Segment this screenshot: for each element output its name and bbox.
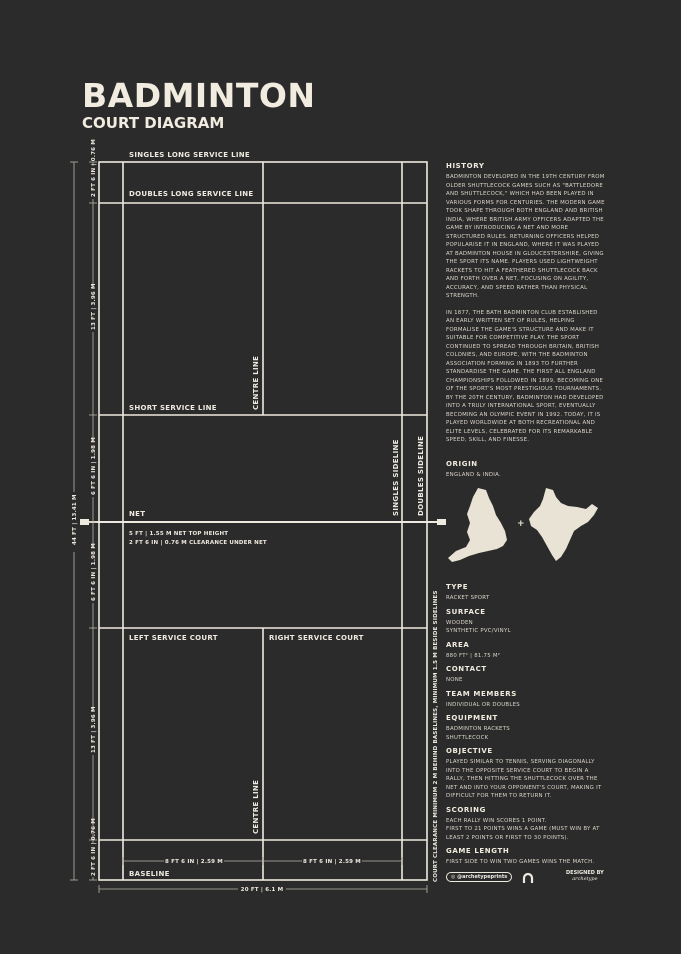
dim-short-top: 6 FT 6 IN | 1.98 M <box>91 437 97 495</box>
dim-total-width: 20 FT | 6.1 M <box>240 887 284 893</box>
label-right-service-court: RIGHT SERVICE COURT <box>269 634 364 642</box>
fact-area <box>446 641 606 661</box>
fact-heading: TEAM MEMBERS <box>446 689 517 698</box>
fact-heading: TYPE <box>446 583 469 591</box>
fact-objective <box>446 747 606 801</box>
label-short-service-line: SHORT SERVICE LINE <box>129 404 217 412</box>
net-post-left <box>80 519 89 525</box>
dim-service-top: 13 FT | 3.96 M <box>91 283 97 330</box>
fact-type <box>446 583 606 603</box>
fact-surface <box>446 608 606 636</box>
fact-heading: OBJECTIVE <box>446 747 493 755</box>
dim-back-gap-top: 2 FT 6 IN | 0.76 M <box>91 139 97 197</box>
origin-section <box>446 460 606 480</box>
england-map-icon <box>448 488 507 562</box>
fact-heading: GAME LENGTH <box>446 847 510 855</box>
fact-heading: AREA <box>446 640 470 649</box>
fact-line: FIRST TO 21 POINTS WINS A GAME (MUST WIN BY AT LEAST 2 POINTS OR FIRST TO 30 POINTS). <box>446 826 600 841</box>
poster-subtitle: COURT DIAGRAM <box>82 114 225 132</box>
fact-line: FIRST SIDE TO WIN TWO GAMES WINS THE MATCH. <box>446 859 595 865</box>
fact-line: BADMINTON RACKETS <box>446 726 510 732</box>
label-singles-sideline: SINGLES SIDELINE <box>392 439 400 516</box>
label-net-clearance: 2 FT 6 IN | 0.76 M CLEARANCE UNDER NET <box>129 540 267 546</box>
fact-equipment <box>446 714 606 742</box>
instagram-icon: ◎ <box>451 874 456 880</box>
history-heading: HISTORY <box>446 162 485 170</box>
label-baseline: BASELINE <box>129 870 170 878</box>
dim-short-bottom: 6 FT 6 IN | 1.98 M <box>91 543 97 601</box>
fact-line: SYNTHETIC PVC/VINYL <box>446 628 511 634</box>
label-doubles-sideline: DOUBLES SIDELINE <box>417 435 425 516</box>
dim-half-width-left: 8 FT 6 IN | 2.59 M <box>165 859 223 865</box>
designed-by-credit <box>566 870 604 882</box>
label-doubles-long-service-line: DOUBLES LONG SERVICE LINE <box>129 190 254 198</box>
india-map-icon <box>529 488 598 561</box>
fact-line: INDIVIDUAL OR DOUBLES <box>446 701 520 708</box>
label-net-height: 5 FT | 1.55 M NET TOP HEIGHT <box>129 531 229 537</box>
fact-scoring <box>446 806 606 843</box>
net <box>80 519 446 525</box>
archetype-logo-icon <box>522 869 534 881</box>
origin-heading: ORIGIN <box>446 460 478 468</box>
designed-by-label: DESIGNED BY <box>566 870 604 876</box>
dim-half-width-right: 8 FT 6 IN | 2.59 M <box>303 859 361 865</box>
label-centre-line-bottom: CENTRE LINE <box>252 779 260 834</box>
fact-heading: EQUIPMENT <box>446 714 498 722</box>
fact-heading: CONTACT <box>446 665 487 673</box>
fact-team-members <box>446 690 606 710</box>
dim-total-length: 44 FT | 13.41 M <box>72 494 78 545</box>
designer-brand: archetype <box>572 876 598 882</box>
fact-contact <box>446 665 606 685</box>
history-paragraph-1: BADMINTON DEVELOPED IN THE 19TH CENTURY FROM OLDER SHUTTLECOCK GAMES SUCH AS "BATTLEDORE AND SHUTTLECOCK," WHICH HAD BEEN PLAYED IN VARIOUS FORMS FOR CENTURIES. THE MODERN GAME TOOK SHAPE THROUGH BOTH ENGLAND AND BRITISH INDIA, WHERE BRITISH ARMY OFFICERS ADAPTED THE GAME BY INTRODUCING A NET AND MORE STRUCTURED RULES. RETURNING OFFICERS HELPED POPULARISE IT IN ENGLAND, WHERE IT WAS PLAYED AT BADMINTON HOUSE IN GLOUCESTERSHIRE, GIVING THE SPORT ITS NAME. PLAYERS USED LIGHTWEIGHT RACKETS TO HIT A FEATHERED SHUTTLECOCK BACK AND FORTH OVER A NET, FOCUSING ON AGILITY, ACCURACY, AND SPEED RATHER THAN PHYSICAL STRENGTH. <box>446 174 605 299</box>
fact-line: SHUTTLECOCK <box>446 734 489 741</box>
fact-line: RACKET SPORT <box>446 595 490 601</box>
dim-back-gap-bottom: 2 FT 6 IN | 0.76 M <box>91 818 97 876</box>
fact-line: EACH RALLY WIN SCORES 1 POINT. <box>446 817 547 824</box>
origin-value: ENGLAND & INDIA. <box>446 472 501 478</box>
label-centre-line-top: CENTRE LINE <box>252 355 260 410</box>
fact-line: 880 FT² | 81.75 M² <box>446 652 501 659</box>
dim-service-bottom: 13 FT | 3.96 M <box>91 706 97 753</box>
poster-title: BADMINTON <box>82 76 316 115</box>
instagram-handle: @archetypeprints <box>457 874 508 880</box>
net-post-right <box>437 519 446 525</box>
history-section <box>446 162 606 445</box>
instagram-handle-badge[interactable] <box>446 872 512 882</box>
fact-line: WOODEN <box>446 619 473 626</box>
label-clearance-note: COURT CLEARANCE MINIMUM 2 M BEHIND BASELINES, MINIMUM 1.5 M BESIDE SIDELINES <box>433 590 439 882</box>
fact-line: PLAYED SIMILAR TO TENNIS, SERVING DIAGONALLY INTO THE OPPOSITE SERVICE COURT TO BEGIN A RALLY, THEN HITTING THE SHUTTLECOCK OVER THE NET AND INTO YOUR OPPONENT'S COURT, MAKING IT DIFFICULT FOR THEM TO RETURN IT. <box>446 759 602 799</box>
fact-game-length <box>446 847 606 867</box>
label-left-service-court: LEFT SERVICE COURT <box>129 634 218 642</box>
fact-heading: SURFACE <box>446 607 486 616</box>
facts-section <box>446 583 606 867</box>
fact-heading: SCORING <box>446 805 486 814</box>
label-net: NET <box>129 510 146 518</box>
fact-line: NONE <box>446 677 463 683</box>
label-singles-long-service-line: SINGLES LONG SERVICE LINE <box>129 151 250 159</box>
origin-maps <box>448 488 598 562</box>
history-paragraph-2: IN 1877, THE BATH BADMINTON CLUB ESTABLISHED AN EARLY WRITTEN SET OF RULES, HELPING FORMALISE THE GAME'S STRUCTURE AND MAKE IT SUITABLE FOR COMPETITIVE PLAY. THE SPORT CONTINUED TO SPREAD THROUGH BRITAIN, BRITISH COLONIES, AND EUROPE, WITH THE BADMINTON ASSOCIATION FORMING IN 1893 TO FURTHER STANDARDISE THE GAME. THE FIRST ALL ENGLAND CHAMPIONSHIPS FOLLOWED IN 1899, BECOMING ONE OF THE SPORT'S MOST PRESTIGIOUS TOURNAMENTS. BY THE 20TH CENTURY, BADMINTON HAD DEVELOPED INTO A TRULY INTERNATIONAL SPORT, EVENTUALLY BECOMING AN OLYMPIC EVENT IN 1992. TODAY, IT IS PLAYED WORLDWIDE AT BOTH RECREATIONAL AND ELITE LEVELS, CELEBRATED FOR ITS REMARKABLE SPEED, SKILL, AND FINESSE. <box>446 309 604 443</box>
vertical-dimension-labels <box>68 139 98 877</box>
origin-plus-separator: + <box>517 519 525 529</box>
